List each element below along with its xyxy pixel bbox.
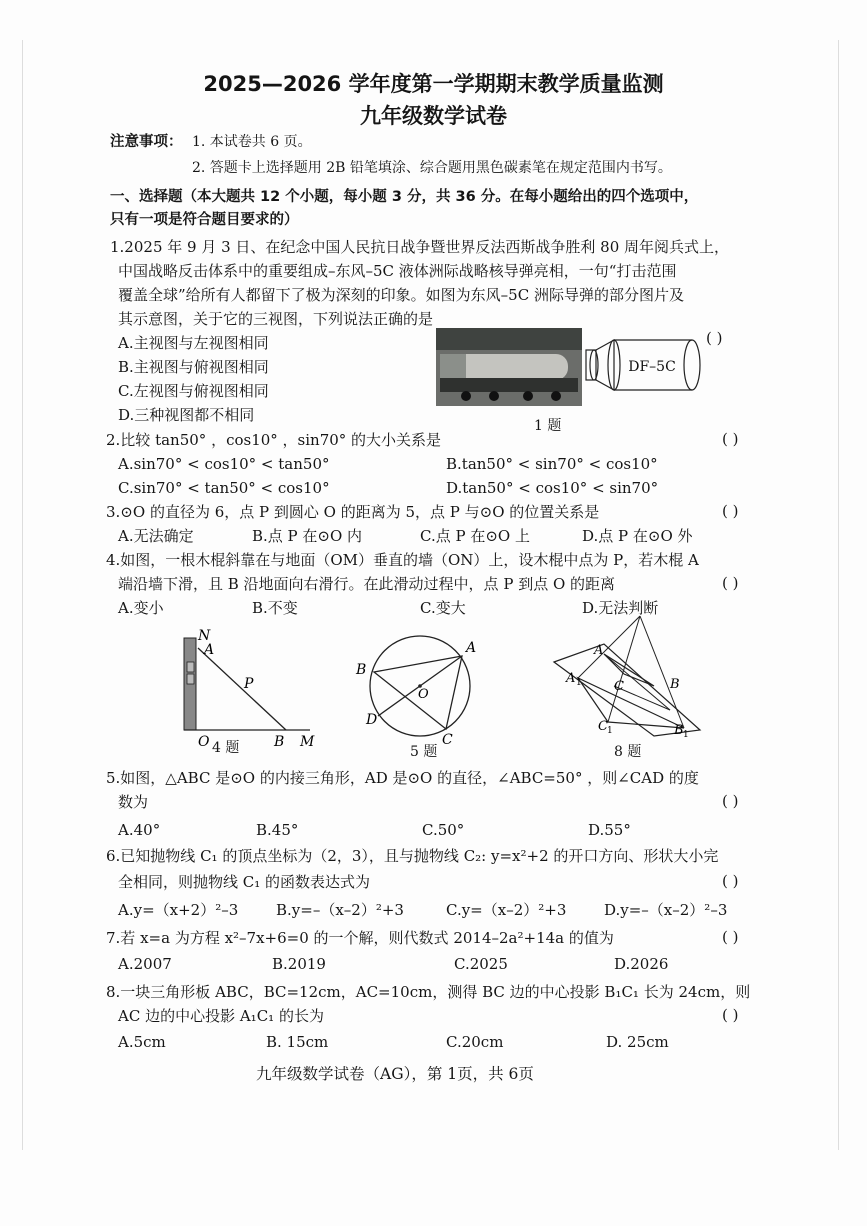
q5-option-d: D.55° bbox=[588, 821, 631, 839]
q2-option-c: C.sin70° < tan50° < cos10° bbox=[118, 479, 330, 497]
q3-option-a: A.无法确定 bbox=[118, 527, 194, 545]
q7-stem: 7.若 x=a 为方程 x²–7x+6=0 的一个解，则代数式 2014–2a²+14a 的值为 bbox=[106, 929, 614, 947]
q7-option-c: C.2025 bbox=[454, 955, 508, 973]
stick bbox=[198, 648, 286, 730]
note-2: 2. 答题卡上选择题用 2B 铅笔填涂、综合题用黑色碳素笔在规定范围内书写。 bbox=[192, 160, 672, 176]
q1-line-3: 覆盖全球”给所有人都留下了极为深刻的印象。如图为东风–5C 洲际导弹的部分图片及 bbox=[118, 286, 684, 304]
q8-line-2: AC 边的中心投影 A₁C₁ 的长为 bbox=[118, 1007, 324, 1025]
q2-option-a: A.sin70° < cos10° < tan50° bbox=[118, 455, 330, 473]
missile-label: DF–5C bbox=[628, 359, 676, 375]
label-a: A bbox=[204, 642, 215, 658]
label-a: A bbox=[466, 640, 477, 656]
q8-option-d: D. 25cm bbox=[606, 1033, 669, 1051]
page-edge-right bbox=[838, 40, 839, 1150]
q5-option-a: A.40° bbox=[118, 821, 161, 839]
q3-answer-paren: ( ) bbox=[722, 502, 739, 520]
page-edge-left bbox=[22, 40, 23, 1150]
q4-line-2: 端沿墙下滑，且 B 沿地面向右滑行。在此滑动过程中，点 P 到点 O 的距离 bbox=[118, 575, 616, 593]
q6-option-a: A.y=（x+2）²–3 bbox=[118, 901, 239, 919]
q5-option-b: B.45° bbox=[256, 821, 299, 839]
label-c1: C bbox=[598, 719, 608, 734]
q5-option-c: C.50° bbox=[422, 821, 465, 839]
q1-option-c: C.左视图与俯视图相同 bbox=[118, 382, 269, 400]
q1-option-a: A.主视图与左视图相同 bbox=[118, 334, 269, 352]
q4-option-b: B.不变 bbox=[252, 599, 298, 617]
label-o: O bbox=[198, 734, 210, 750]
q2-stem: 2.比较 tan50° ，cos10° ，sin70° 的大小关系是 bbox=[106, 431, 442, 449]
q8-option-a: A.5cm bbox=[118, 1033, 166, 1051]
triangle-abc bbox=[604, 654, 654, 686]
label-d: D bbox=[366, 712, 378, 728]
label-m: M bbox=[300, 734, 315, 750]
q7-answer-paren: ( ) bbox=[722, 928, 739, 946]
page-footer: 九年级数学试卷（AG），第 1页，共 6页 bbox=[256, 1065, 534, 1083]
figure-4-caption: 4 题 bbox=[212, 740, 240, 756]
q5-line-1: 5.如图，△ABC 是⊙O 的内接三角形，AD 是⊙O 的直径，∠ABC=50° ，则∠CAD 的度 bbox=[106, 769, 699, 787]
label-a: A bbox=[594, 643, 604, 658]
q6-option-c: C.y=（x–2）²+3 bbox=[446, 901, 567, 919]
label-b: B bbox=[274, 734, 285, 750]
q1-answer-paren: ( ) bbox=[706, 329, 723, 347]
section-1-heading: 一、选择题（本大题共 12 个小题，每小题 3 分，共 36 分。在每小题给出的四个选项中， bbox=[110, 189, 699, 205]
q2-answer-paren: ( ) bbox=[722, 430, 739, 448]
label-a1-sub: 1 bbox=[576, 678, 582, 688]
label-o: O bbox=[418, 687, 429, 702]
label-c: C bbox=[614, 679, 624, 694]
label-b1-sub: 1 bbox=[683, 730, 689, 740]
exam-subtitle: 九年级数学试卷 bbox=[360, 104, 507, 128]
q4-option-d: D.无法判断 bbox=[582, 599, 659, 617]
q7-option-b: B.2019 bbox=[272, 955, 326, 973]
q4-option-c: C.变大 bbox=[420, 599, 466, 617]
q6-line-1: 6.已知抛物线 C₁ 的顶点坐标为（2，3），且与抛物线 C₂: y=x²+2 的开口方向、形状大小完 bbox=[106, 847, 719, 865]
figure-8-caption: 8 题 bbox=[614, 744, 642, 760]
q6-option-b: B.y=–（x–2）²+3 bbox=[276, 901, 404, 919]
q8-option-c: C.20cm bbox=[446, 1033, 504, 1051]
label-b: B bbox=[356, 662, 367, 678]
q7-option-a: A.2007 bbox=[118, 955, 172, 973]
q1-option-d: D.三种视图都不相同 bbox=[118, 406, 255, 424]
label-a1: A bbox=[566, 671, 576, 686]
label-c: C bbox=[442, 732, 453, 748]
q1-line-1: 1.2025 年 9 月 3 日、在纪念中国人民抗日战争暨世界反法西斯战争胜利 80 周年阅兵式上， bbox=[110, 238, 730, 256]
q8-line-1: 8.一块三角形板 ABC，BC=12cm，AC=10cm，测得 BC 边的中心投影 B₁C₁ 长为 24cm，则 bbox=[106, 983, 751, 1001]
figure-5-caption: 5 题 bbox=[410, 744, 438, 760]
label-p: P bbox=[244, 676, 254, 692]
q4-answer-paren: ( ) bbox=[722, 574, 739, 592]
q8-option-b: B. 15cm bbox=[266, 1033, 329, 1051]
q3-option-b: B.点 P 在⊙O 内 bbox=[252, 527, 363, 545]
q6-option-d: D.y=–（x–2）²–3 bbox=[604, 901, 728, 919]
q3-option-d: D.点 P 在⊙O 外 bbox=[582, 527, 693, 545]
label-n: N bbox=[198, 628, 211, 644]
q3-stem: 3.⊙O 的直径为 6，点 P 到圆心 O 的距离为 5，点 P 与⊙O 的位置关系是 bbox=[106, 503, 600, 521]
q2-option-b: B.tan50° < sin70° < cos10° bbox=[446, 455, 658, 473]
q5-answer-paren: ( ) bbox=[722, 792, 739, 810]
q7-option-d: D.2026 bbox=[614, 955, 669, 973]
q1-line-2: 中国战略反击体系中的重要组成–东风–5C 液体洲际战略核导弹亮相，一句“打击范围 bbox=[118, 262, 677, 280]
exam-title: 2025—2026 学年度第一学期期末教学质量监测 bbox=[203, 72, 664, 96]
figure-8 bbox=[550, 614, 710, 742]
q5-line-2: 数为 bbox=[118, 793, 149, 811]
label-b1: B bbox=[674, 723, 684, 738]
triangle-a1b1c1 bbox=[578, 678, 684, 728]
figure-5 bbox=[350, 630, 490, 748]
q6-line-2: 全相同，则抛物线 C₁ 的函数表达式为 bbox=[118, 873, 371, 891]
q1-figure bbox=[436, 328, 706, 408]
label-c1-sub: 1 bbox=[607, 726, 613, 736]
q1-line-4: 其示意图，关于它的三视图，下列说法正确的是 bbox=[118, 310, 434, 328]
q1-figure-caption: 1 题 bbox=[534, 418, 562, 434]
label-b: B bbox=[670, 677, 680, 692]
q6-answer-paren: ( ) bbox=[722, 872, 739, 890]
note-1: 1. 本试卷共 6 页。 bbox=[192, 134, 312, 150]
q4-option-a: A.变小 bbox=[118, 599, 164, 617]
section-1-heading-cont: 只有一项是符合题目要求的） bbox=[110, 212, 299, 228]
q3-option-c: C.点 P 在⊙O 上 bbox=[420, 527, 530, 545]
q1-option-b: B.主视图与俯视图相同 bbox=[118, 358, 269, 376]
q4-line-1: 4.如图，一根木棍斜靠在与地面（OM）垂直的墙（ON）上，设木棍中点为 P，若木棍 A bbox=[106, 551, 699, 569]
projection-lines bbox=[578, 616, 684, 728]
q2-option-d: D.tan50° < cos10° < sin70° bbox=[446, 479, 659, 497]
q8-answer-paren: ( ) bbox=[722, 1006, 739, 1024]
figure-4 bbox=[170, 626, 330, 756]
notes-label: 注意事项： bbox=[110, 134, 183, 150]
